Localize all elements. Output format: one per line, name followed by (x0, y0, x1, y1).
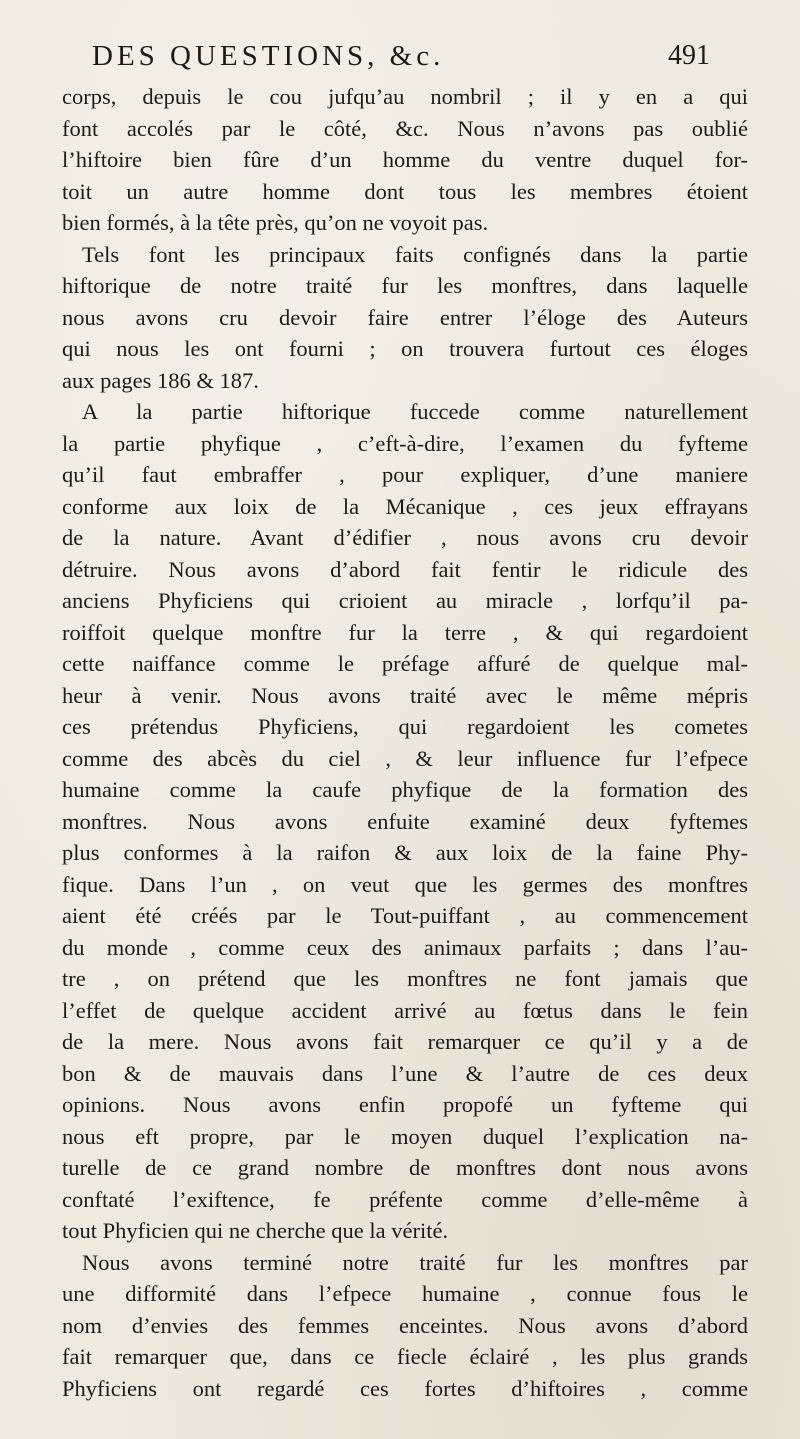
page-number: 491 (668, 40, 710, 71)
running-head: DES QUESTIONS, &c. (92, 40, 445, 72)
page-header (92, 40, 710, 80)
text-line: la partie phyfique , c’eft-à-dire, l’examen du fyfteme (62, 430, 748, 456)
text-line: nom d’envies des femmes enceintes. Nous avons d’abord (62, 1312, 748, 1338)
text-line: toit un autre homme dont tous les membres étoient (62, 178, 748, 204)
text-line: Tels font les principaux faits confignés dans la partie (82, 241, 748, 267)
text-line: une difformité dans l’efpece humaine , connue fous le (62, 1281, 748, 1306)
text-line: anciens Phyficiens qui crioient au miracle , lorfqu’il pa- (62, 588, 748, 613)
text-line: du monde , comme ceux des animaux parfaits ; dans l’au- (62, 934, 748, 960)
text-line: monftres. Nous avons enfuite examiné deux fyftemes (62, 808, 748, 834)
text-line: humaine comme la caufe phyfique de la formation des (62, 777, 748, 802)
text-line: Nous avons terminé notre traité fur les monftres par (82, 1249, 748, 1275)
text-line: l’hiftoire bien fûre d’un homme du ventre duquel for- (62, 147, 748, 172)
text-line: conforme aux loix de la Mécanique , ces jeux effrayans (62, 493, 748, 519)
text-line: A la partie hiftorique fuccede comme naturellement (82, 399, 748, 424)
text-line: roiffoit quelque monftre fur la terre , & qui regardoient (62, 619, 748, 645)
text-line: comme des abcès du ciel , & leur influence fur l’efpece (62, 745, 748, 771)
text-line: cette naiffance comme le préfage affuré de quelque mal- (62, 651, 748, 676)
text-line: opinions. Nous avons enfin propofé un fyfteme qui (62, 1092, 748, 1117)
text-line: hiftorique de notre traité fur les monftres, dans laquelle (62, 273, 748, 298)
text-line: tre , on prétend que les monftres ne font jamais que (62, 966, 748, 991)
text-line: ces prétendus Phyficiens, qui regardoient les cometes (62, 714, 748, 739)
text-line: tout Phyficien qui ne cherche que la vérité. (62, 1218, 449, 1243)
text-line: heur à venir. Nous avons traité avec le même mépris (62, 682, 748, 708)
text-line: corps, depuis le cou jufqu’au nombril ; il y en a qui (62, 84, 748, 109)
text-line: l’effet de quelque accident arrivé au fœtus dans le fein (62, 997, 748, 1023)
text-line: aient été créés par le Tout-puiffant , au commencement (62, 903, 748, 928)
text-line: qu’il faut embraffer , pour expliquer, d’une maniere (62, 462, 748, 487)
text-line: de la mere. Nous avons fait remarquer ce qu’il y a de (62, 1029, 748, 1054)
body-text (62, 81, 748, 1404)
text-line: fait remarquer que, dans ce fiecle éclairé , les plus grands (62, 1344, 748, 1369)
text-line: bon & de mauvais dans l’une & l’autre de ces deux (62, 1060, 748, 1086)
text-line: plus conformes à la raifon & aux loix de la faine Phy- (62, 840, 748, 865)
text-line: conftaté l’exiftence, fe préfente comme d’elle-même à (62, 1186, 748, 1212)
text-line: nous eft propre, par le moyen duquel l’explication na- (62, 1123, 748, 1149)
text-line: détruire. Nous avons d’abord fait fentir le ridicule des (62, 556, 748, 582)
text-line: Phyficiens ont regardé ces fortes d’hiftoires , comme (62, 1375, 748, 1401)
text-line: font accolés par le côté, &c. Nous n’avons pas oublié (62, 115, 748, 141)
text-line: nous avons cru devoir faire entrer l’éloge des Auteurs (62, 304, 748, 330)
text-line: bien formés, à la tête près, qu’on ne voyoit pas. (62, 210, 489, 235)
text-line: de la nature. Avant d’édifier , nous avons cru devoir (62, 525, 748, 550)
text-line: fique. Dans l’un , on veut que les germes des monftres (62, 871, 748, 897)
text-line: turelle de ce grand nombre de monftres dont nous avons (62, 1155, 748, 1180)
text-line: qui nous les ont fourni ; on trouvera furtout ces éloges (62, 336, 748, 361)
text-line: aux pages 186 & 187. (62, 367, 259, 393)
